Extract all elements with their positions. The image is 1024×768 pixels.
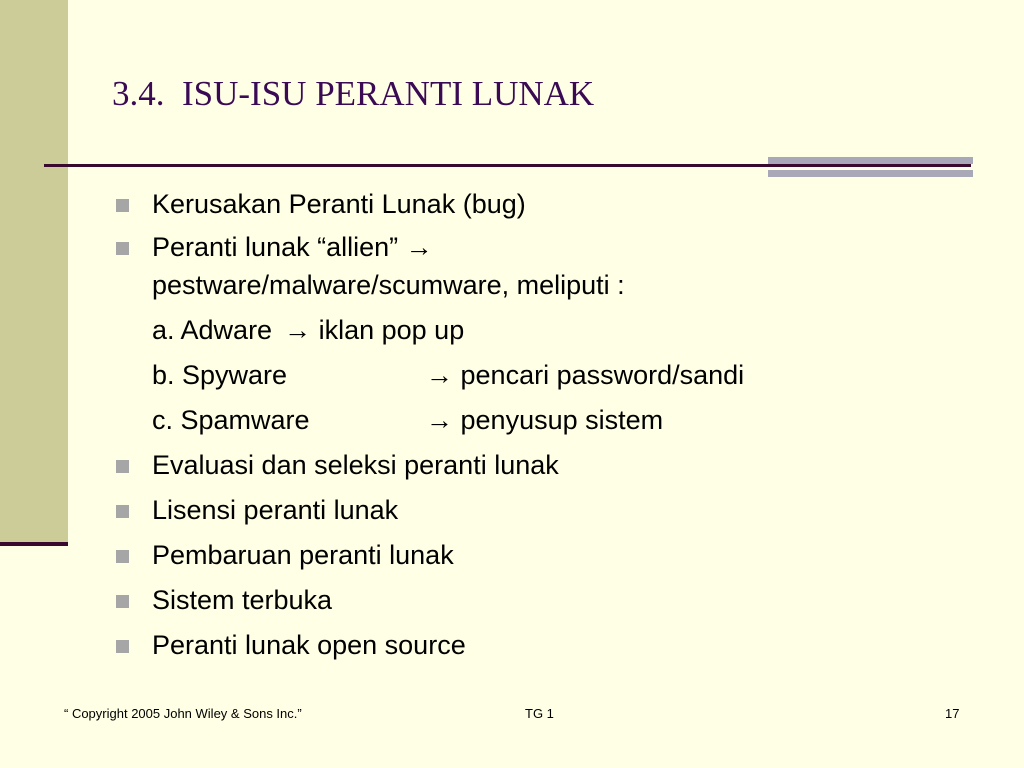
- accent-bar-bottom: [768, 170, 973, 177]
- square-bullet-icon: [116, 550, 129, 563]
- bullet-text: Peranti lunak “allien” →: [152, 232, 433, 262]
- sub-item-adware: a. Adware → iklan pop up: [152, 315, 465, 345]
- right-arrow-icon: →: [405, 232, 433, 262]
- accent-bar-top: [768, 157, 973, 164]
- right-arrow-icon: →: [284, 315, 312, 345]
- bullet-text: Sistem terbuka: [152, 585, 333, 615]
- square-bullet-icon: [116, 199, 129, 212]
- square-bullet-icon: [116, 640, 129, 653]
- title-divider: [44, 164, 971, 167]
- bullet-continuation: pestware/malware/scumware, meliputi :: [152, 270, 625, 300]
- square-bullet-icon: [116, 460, 129, 473]
- bullet-text: Lisensi peranti lunak: [152, 495, 399, 525]
- page-number: 17: [945, 706, 960, 721]
- bullet-text: Evaluasi dan seleksi peranti lunak: [152, 450, 559, 480]
- left-decor-rule: [0, 542, 68, 546]
- square-bullet-icon: [116, 242, 129, 255]
- footer-center-label: TG 1: [525, 706, 554, 721]
- bullet-text: Pembaruan peranti lunak: [152, 540, 454, 570]
- bullet-text: Peranti lunak open source: [152, 630, 466, 660]
- footer-copyright: “ Copyright 2005 John Wiley & Sons Inc.”: [64, 706, 302, 721]
- sub-item-spamware: c. Spamware → penyusup sistem: [152, 405, 664, 435]
- bullet-text: Kerusakan Peranti Lunak (bug): [152, 189, 526, 219]
- right-arrow-icon: →: [426, 405, 453, 435]
- square-bullet-icon: [116, 505, 129, 518]
- right-arrow-icon: →: [426, 360, 453, 390]
- slide-title: 3.4. ISU-ISU PERANTI LUNAK: [112, 74, 595, 113]
- square-bullet-icon: [116, 595, 129, 608]
- left-decor-band: [0, 0, 68, 544]
- sub-item-spyware: b. Spyware → pencari password/sandi: [152, 360, 745, 390]
